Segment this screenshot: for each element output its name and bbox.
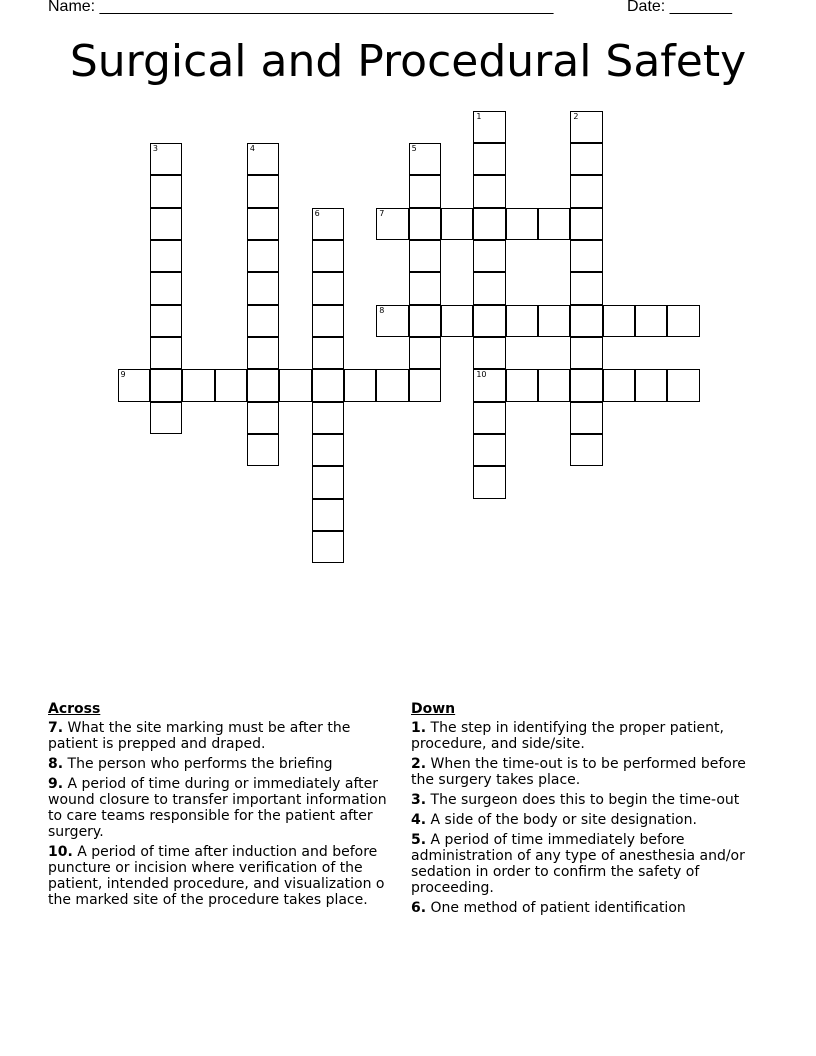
crossword-cell [506, 305, 538, 337]
cell-number: 7 [379, 208, 385, 218]
crossword-cell [635, 369, 667, 401]
crossword-cell [570, 369, 602, 401]
clue-across-9 [48, 776, 393, 840]
clue-text: A period of time during or immediately after wound closure to transfer important information to care teams responsible for the patient after surgery. [48, 776, 387, 840]
clue-number: 4. [411, 812, 427, 828]
cell-number: 2 [573, 111, 579, 121]
crossword-cell [473, 402, 505, 434]
crossword-cell [409, 369, 441, 401]
clue-down-6 [411, 900, 771, 916]
clue-across-7 [48, 720, 393, 752]
crossword-cell [150, 240, 182, 272]
crossword-cell [150, 143, 182, 175]
date-line: Date: _______ [627, 0, 732, 15]
crossword-cell [247, 208, 279, 240]
crossword-cell [473, 272, 505, 304]
crossword-cell [118, 369, 150, 401]
clue-down-1 [411, 720, 771, 752]
crossword-cell [409, 337, 441, 369]
crossword-cell [570, 272, 602, 304]
across-clues [48, 701, 393, 912]
clue-number: 2. [411, 756, 427, 772]
clue-number: 9. [48, 776, 64, 792]
crossword-cell [376, 369, 408, 401]
cell-number: 4 [249, 143, 255, 153]
clue-text: A side of the body or site designation. [430, 812, 697, 828]
clue-text: When the time-out is to be performed before the surgery takes place. [411, 756, 746, 788]
clue-down-2 [411, 756, 771, 788]
crossword-cell [473, 175, 505, 207]
cell-number: 9 [120, 370, 126, 380]
crossword-cell [538, 305, 570, 337]
clue-number: 1. [411, 720, 427, 736]
crossword-cell [247, 143, 279, 175]
clue-text: The person who performs the briefing [67, 756, 333, 772]
crossword-cell [247, 434, 279, 466]
crossword-cell [312, 499, 344, 531]
clue-number: 5. [411, 832, 427, 848]
cell-number: 6 [314, 208, 320, 218]
crossword-cell [570, 175, 602, 207]
crossword-cell [570, 111, 602, 143]
clue-number: 6. [411, 900, 427, 916]
crossword-cell [409, 272, 441, 304]
crossword-cell [570, 305, 602, 337]
crossword-cell [473, 369, 505, 401]
clue-down-3 [411, 792, 771, 808]
clue-number: 8. [48, 756, 64, 772]
crossword-cell [247, 305, 279, 337]
crossword-cell [312, 434, 344, 466]
crossword-cell [247, 240, 279, 272]
clue-number: 7. [48, 720, 64, 736]
clue-text: The step in identifying the proper patient, procedure, and side/site. [411, 720, 724, 752]
crossword-cell [312, 531, 344, 563]
name-line: Name: ___________________________________________________ [48, 0, 554, 15]
crossword-cell [344, 369, 376, 401]
crossword-cell [150, 337, 182, 369]
clue-text: A period of time immediately before administration of any type of anesthesia and/or sedation in order to confirm the safety of proceeding. [411, 832, 745, 896]
crossword-cell [473, 208, 505, 240]
crossword-cell [247, 402, 279, 434]
crossword-cell [150, 369, 182, 401]
crossword-cell [603, 305, 635, 337]
crossword-cell [409, 240, 441, 272]
crossword-cell [150, 208, 182, 240]
crossword-cell [409, 143, 441, 175]
crossword-cell [473, 111, 505, 143]
crossword-cell [312, 466, 344, 498]
crossword-cell [312, 337, 344, 369]
page-title: Surgical and Procedural Safety [69, 36, 747, 87]
clue-number: 10. [48, 844, 73, 860]
crossword-cell [247, 369, 279, 401]
crossword-cell [570, 143, 602, 175]
clue-text: One method of patient identification [430, 900, 686, 916]
crossword-cell [603, 369, 635, 401]
crossword-cell [441, 305, 473, 337]
down-heading: Down [411, 701, 456, 717]
crossword-cell [312, 240, 344, 272]
crossword-cell [312, 305, 344, 337]
crossword-cell [667, 305, 699, 337]
crossword-cell [473, 240, 505, 272]
clue-down-5 [411, 832, 771, 896]
crossword-cell [150, 305, 182, 337]
crossword-cell [473, 434, 505, 466]
crossword-cell [473, 337, 505, 369]
crossword-cell [538, 208, 570, 240]
crossword-cell [247, 272, 279, 304]
crossword-cell [409, 305, 441, 337]
crossword-cell [538, 369, 570, 401]
crossword-cell [247, 337, 279, 369]
clue-text: A period of time after induction and before puncture or incision where verification of the patient, intended procedure, and visualization o the marked site of the procedure takes place. [48, 844, 385, 908]
crossword-cell [441, 208, 473, 240]
clue-text: The surgeon does this to begin the time-out [430, 792, 740, 808]
crossword-cell [570, 434, 602, 466]
crossword-cell [506, 369, 538, 401]
crossword-cell [312, 369, 344, 401]
crossword-cell [570, 337, 602, 369]
across-heading: Across [48, 701, 101, 717]
crossword-cell [279, 369, 311, 401]
crossword-cell [215, 369, 247, 401]
cell-number: 1 [476, 111, 482, 121]
cell-number: 8 [379, 305, 385, 315]
crossword-cell [570, 240, 602, 272]
crossword-cell [182, 369, 214, 401]
down-clues [411, 701, 771, 920]
crossword-cell [570, 208, 602, 240]
crossword-cell [506, 208, 538, 240]
clue-across-8 [48, 756, 393, 772]
crossword-cell [376, 305, 408, 337]
crossword-cell [570, 402, 602, 434]
crossword-cell [473, 305, 505, 337]
crossword-cell [376, 208, 408, 240]
cell-number: 10 [476, 370, 487, 380]
cell-number: 5 [411, 143, 417, 153]
crossword-cell [150, 175, 182, 207]
crossword-cell [409, 175, 441, 207]
clue-down-4 [411, 812, 771, 828]
crossword-cell [150, 272, 182, 304]
crossword-cell [667, 369, 699, 401]
crossword-cell [247, 175, 279, 207]
crossword-cell [150, 402, 182, 434]
cell-number: 3 [152, 143, 158, 153]
crossword-cell [473, 143, 505, 175]
clue-number: 3. [411, 792, 427, 808]
crossword-cell [312, 402, 344, 434]
crossword-cell [312, 208, 344, 240]
crossword-cell [409, 208, 441, 240]
crossword-cell [312, 272, 344, 304]
crossword-cell [473, 466, 505, 498]
clue-across-10 [48, 844, 393, 908]
clue-text: What the site marking must be after the patient is prepped and draped. [48, 720, 351, 752]
crossword-cell [635, 305, 667, 337]
